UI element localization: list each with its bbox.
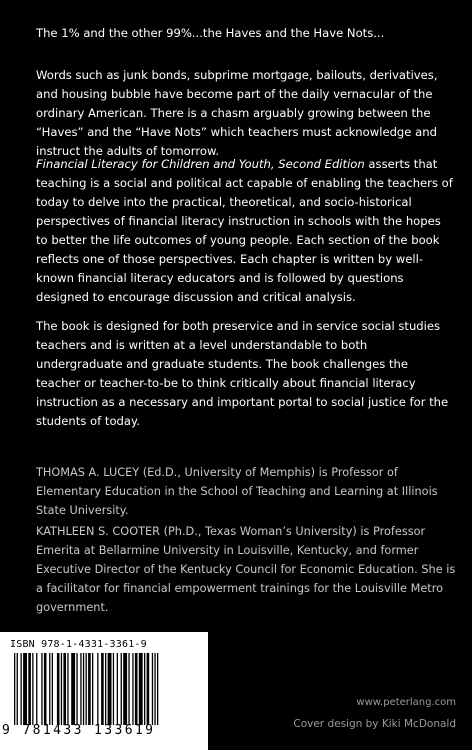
isbn-number: ISBN 978-1-4331-3361-9 [10, 639, 147, 650]
tagline: The 1% and the other 99%...the Haves and the Have Nots... [36, 26, 385, 40]
barcode-digits: 9 781433 133619 [2, 723, 156, 738]
description-paragraph-2-text: asserts that teaching is a social and political act capable of enabling the teachers of today to delve into the practical, theoretical, and socio-historical perspectives of financial literacy instruction in schools with the hopes to better the life outcomes of young people. Each section of the book reflects one of those perspectives. Each chapter is written by well-known financial literacy educators and is followed by questions designed to encourage discussion and critical analysis. [36, 157, 453, 304]
author-bio-lucey: THOMAS A. LUCEY (Ed.D., University of Memphis) is Professor of Elementary Education in the School of Teaching and Learning at Illinois State University. [36, 466, 438, 517]
book-title: Financial Literacy for Children and Youth, Second Edition [36, 157, 365, 171]
description-paragraph-1: Words such as junk bonds, subprime mortgage, bailouts, derivatives, and housing bubble have become part of the daily vernacular of the ordinary American. There is a chasm arguably growing between the “Haves” and the “Have Nots” which teachers must acknowledge and instruct the adults of tomorrow. [36, 68, 438, 158]
description-paragraph-3: The book is designed for both preservice and in service social studies teachers and is written at a level understandable to both undergraduate and graduate students. The book challenges the teacher or teacher-to-be to think critically about financial literacy instruction as a necessary and important portal to social justice for the students of today. [36, 319, 449, 428]
author-bio-cooter: KATHLEEN S. COOTER (Ph.D., Texas Woman’s University) is Professor Emerita at Bellarmine University in Louisville, Kentucky, and former Executive Director of the Kentucky Council for Economic Education. She is a facilitator for financial empowerment trainings for the Louisville Metro government. [36, 525, 456, 614]
cover-design-credit: Cover design by Kiki McDonald [293, 718, 456, 730]
publisher-url: www.peterlang.com [356, 697, 456, 708]
barcode-icon [14, 653, 196, 725]
description-paragraph-2 [36, 155, 456, 307]
isbn-barcode [0, 632, 208, 750]
